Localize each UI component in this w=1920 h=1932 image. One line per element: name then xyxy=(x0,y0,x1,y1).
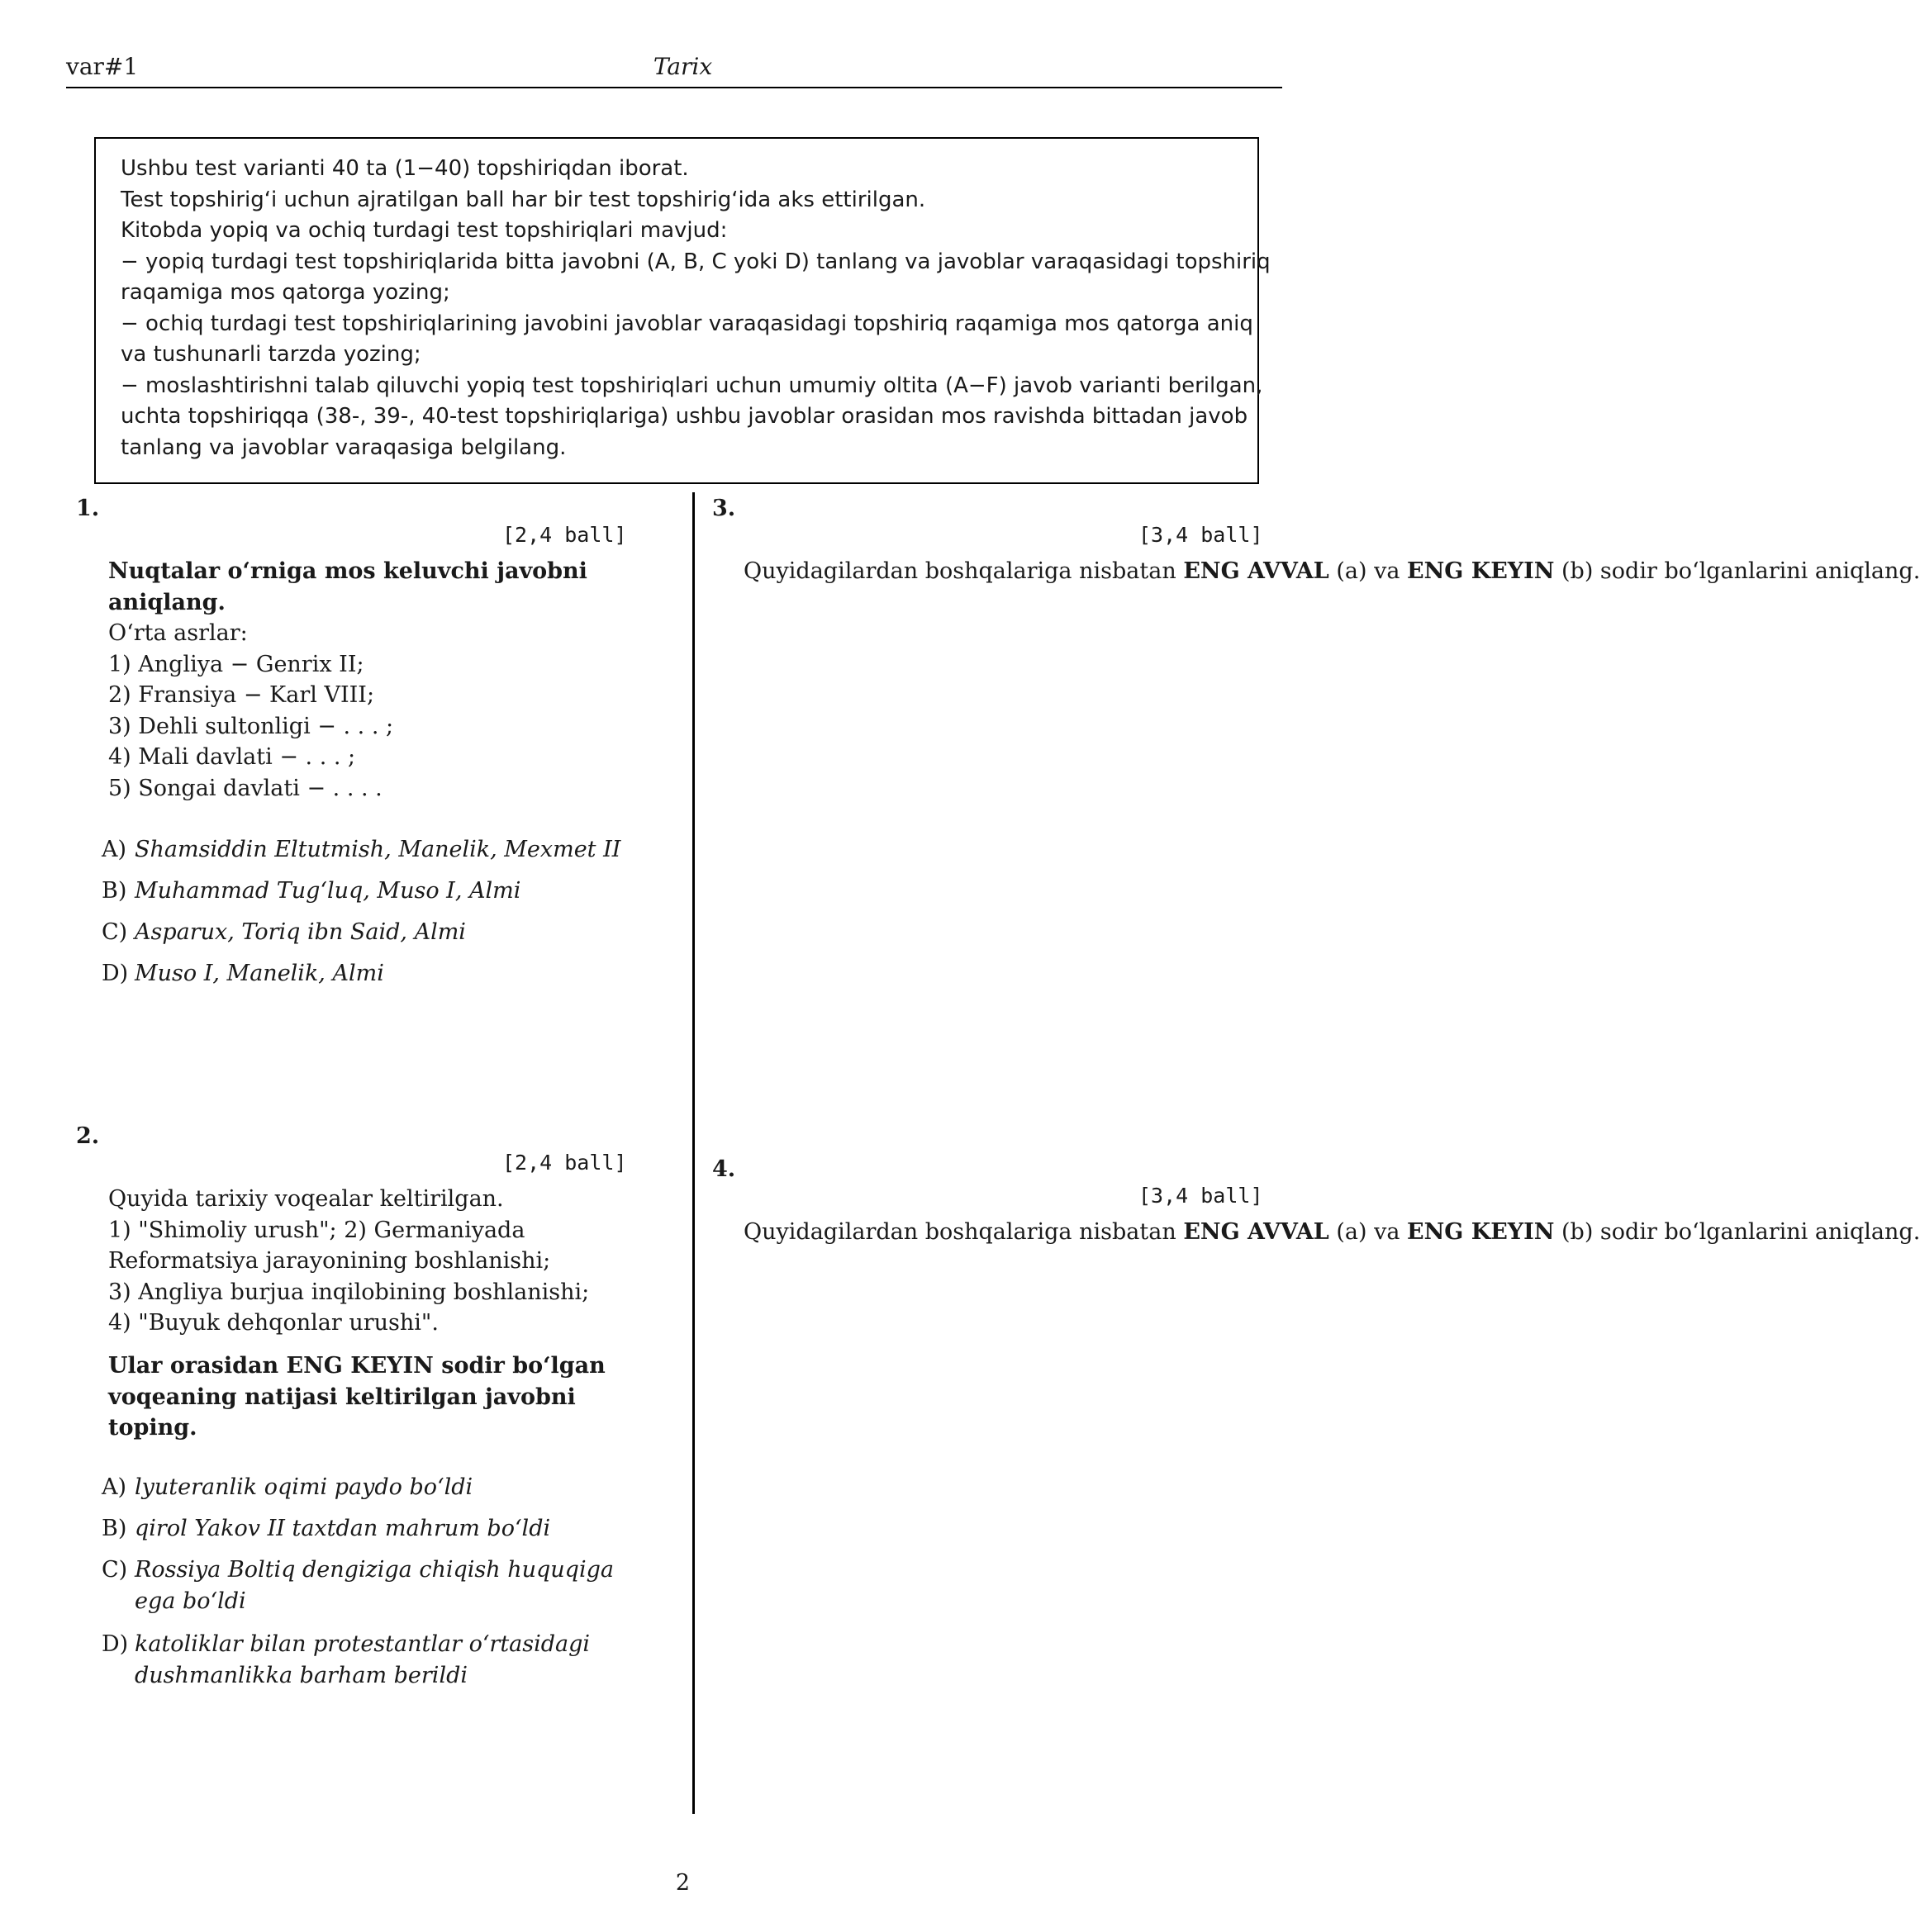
question-line: 4) "Buyuk dehqonlar urushi". xyxy=(108,1310,439,1336)
stem-text: bo‘lganlarini aniqlang. xyxy=(1664,558,1920,584)
option-label: A) xyxy=(102,1474,127,1500)
variant-label: var#1 xyxy=(66,53,139,80)
points-label: [2,4 ball] xyxy=(502,1151,627,1175)
question-line: Quyida tarixiy voqealar keltirilgan. xyxy=(108,1186,504,1212)
header-rule xyxy=(66,87,1282,88)
question-number: 3. xyxy=(712,496,736,521)
stem-text: (b) sodir xyxy=(1561,558,1657,584)
option-text: Muhammad Tug‘luq, Muso I, Almi xyxy=(135,878,521,904)
points-label: [3,4 ball] xyxy=(1138,1184,1263,1208)
page-number: 2 xyxy=(675,1870,691,1896)
stem-text: (a) va xyxy=(1336,1219,1400,1245)
option-text: Asparux, Toriq ibn Said, Almi xyxy=(135,919,466,945)
question-text xyxy=(744,1217,1920,1248)
question-number: 2. xyxy=(76,1123,100,1149)
question-prompt: voqeaning natijasi keltirilgan javobni xyxy=(108,1384,576,1410)
instruction-line: − ochiq turdagi test topshiriqlarining javobini javoblar varaqasidagi topshiriq raqamiga mos qatorga aniq xyxy=(121,311,1253,336)
question-prompt: Ular orasidan ENG KEYIN sodir bo‘lgan xyxy=(108,1353,606,1379)
question-line: 4) Mali davlati − . . . ; xyxy=(108,744,356,770)
option-label: C) xyxy=(102,919,128,945)
option-text: Shamsiddin Eltutmish, Manelik, Mexmet II xyxy=(135,837,621,862)
instruction-line: − yopiq turdagi test topshiriqlarida bitta javobni (A, B, C yoki D) tanlang va javoblar varaqasidagi topshiriq xyxy=(121,249,1271,274)
option-label: C) xyxy=(102,1557,128,1583)
option-text: Rossiya Boltiq dengiziga chiqish huquqiga xyxy=(135,1557,614,1583)
question-prompt: aniqlang. xyxy=(108,589,226,615)
question-text xyxy=(744,556,1920,587)
instructions-text xyxy=(121,154,1271,463)
question-prompt-block xyxy=(108,1351,606,1444)
question-number: 4. xyxy=(712,1156,736,1182)
instruction-line: tanlang va javoblar varaqasiga belgilang. xyxy=(121,434,567,460)
subject-title: Tarix xyxy=(653,53,713,80)
question-line: O‘rta asrlar: xyxy=(108,620,248,646)
question-line: Reformatsiya jarayonining boshlanishi; xyxy=(108,1248,551,1274)
question-line: 1) Angliya − Genrix II; xyxy=(108,651,364,677)
instruction-line: uchta topshiriqqa (38-, 39-, 40-test topshiriqlariga) ushbu javoblar orasidan mos ravishda bittadan javob xyxy=(121,404,1248,429)
question-line: 5) Songai davlati − . . . . xyxy=(108,775,383,801)
option-label: A) xyxy=(102,837,127,862)
question-line: 2) Fransiya − Karl VIII; xyxy=(108,682,375,708)
instruction-line: Kitobda yopiq va ochiq turdagi test topshiriqlari mavjud: xyxy=(121,218,728,243)
question-number: 1. xyxy=(76,496,100,521)
question-line: 3) Angliya burjua inqilobining boshlanishi; xyxy=(108,1279,590,1305)
stem-text: (b) sodir xyxy=(1561,1219,1657,1245)
option-label: B) xyxy=(102,878,127,904)
column-divider xyxy=(692,492,695,1814)
instruction-line: raqamiga mos qatorga yozing; xyxy=(121,280,450,305)
instruction-line: va tushunarli tarzda yozing; xyxy=(121,342,421,367)
option-label: D) xyxy=(102,961,129,986)
points-label: [2,4 ball] xyxy=(502,523,627,547)
stem-emphasis: ENG AVVAL xyxy=(1183,1219,1329,1245)
stem-emphasis: ENG KEYIN xyxy=(1407,558,1555,584)
instruction-line: Ushbu test varianti 40 ta (1−40) topshiriqdan iborat. xyxy=(121,156,689,181)
question-text xyxy=(108,556,587,804)
option-text: Muso I, Manelik, Almi xyxy=(135,961,384,986)
option-label: D) xyxy=(102,1631,129,1657)
question-text xyxy=(108,1184,589,1339)
stem-emphasis: ENG KEYIN xyxy=(1407,1219,1555,1245)
option-text: qirol Yakov II taxtdan mahrum bo‘ldi xyxy=(135,1516,551,1541)
option-label: B) xyxy=(102,1516,127,1541)
instruction-line: Test topshirig‘i uchun ajratilgan ball har bir test topshirig‘ida aks ettirilgan. xyxy=(121,187,926,212)
question-line: 3) Dehli sultonligi − . . . ; xyxy=(108,713,394,739)
points-label: [3,4 ball] xyxy=(1138,523,1263,547)
stem-text: Quyidagilardan boshqalariga nisbatan xyxy=(744,558,1176,584)
option-text: lyuteranlik oqimi paydo bo‘ldi xyxy=(135,1474,473,1500)
option-text: ega bo‘ldi xyxy=(135,1588,246,1614)
stem-text: (a) va xyxy=(1336,558,1400,584)
stem-text: bo‘lganlarini aniqlang. xyxy=(1664,1219,1920,1245)
question-prompt: Nuqtalar o‘rniga mos keluvchi javobni xyxy=(108,558,587,584)
question-prompt: toping. xyxy=(108,1415,197,1441)
stem-emphasis: ENG AVVAL xyxy=(1183,558,1329,584)
option-text: dushmanlikka barham berildi xyxy=(135,1662,468,1688)
instruction-line: − moslashtirishni talab qiluvchi yopiq test topshiriqlari uchun umumiy oltita (A−F) javob varianti berilgan, xyxy=(121,373,1263,398)
instructions-box xyxy=(94,137,1271,484)
question-line: 1) "Shimoliy urush"; 2) Germaniyada xyxy=(108,1217,525,1243)
stem-text: Quyidagilardan boshqalariga nisbatan xyxy=(744,1219,1176,1245)
option-text: katoliklar bilan protestantlar o‘rtasidagi xyxy=(135,1631,591,1657)
